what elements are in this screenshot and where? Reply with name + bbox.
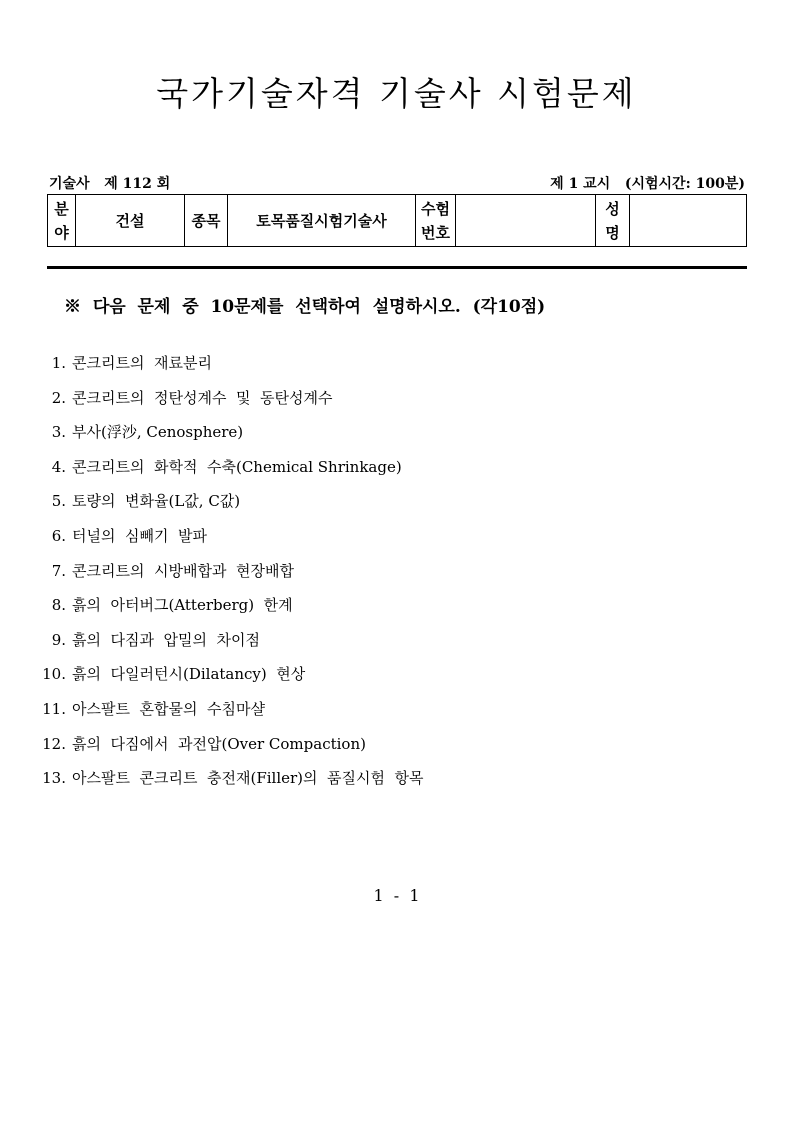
question-text: 흙의 다짐에서 과전압(Over Compaction) [72,734,366,753]
question-text: 아스팔트 콘크리트 충전재(Filler)의 품질시험 항목 [72,769,424,788]
question-number: 13. [42,769,66,788]
question-number: 5. [51,492,66,511]
question-text: 콘크리트의 시방배합과 현장배합 [72,561,294,580]
question-number: 1. [51,354,66,372]
name-field[interactable] [630,195,747,247]
instruction-text: ※ 다음 문제 중 10문제를 선택하여 설명하시오. (각10점) [64,297,546,317]
question-text: 콘크리트의 화학적 수축(Chemical Shrinkage) [72,457,402,476]
question-item [40,594,424,629]
exam-session: 제 1 교시 (시험시간: 100분) [550,176,745,192]
question-number: 6. [51,526,66,545]
question-number: 7. [51,561,66,580]
question-number: 8. [51,596,66,615]
question-number: 10. [42,665,66,684]
question-item [40,629,424,664]
question-text: 흙의 다짐과 압밀의 차이점 [72,630,260,649]
field-label: 분 야 [48,195,76,247]
question-number: 11. [42,699,66,718]
exam-meta-row [49,173,749,193]
question-item [40,387,424,422]
question-number: 3. [51,423,66,442]
question-text: 아스팔트 혼합물의 수침마샬 [72,699,265,718]
question-number: 2. [51,388,66,407]
question-item [40,663,424,698]
category-value: 토목품질시험기술사 [228,195,416,247]
exam-number-label: 수험 번호 [416,195,456,247]
question-item [40,698,424,733]
name-label: 성 명 [596,195,630,247]
question-item [40,525,424,560]
question-item [40,733,424,768]
question-text: 흙의 다일러턴시(Dilatancy) 현상 [72,665,306,684]
question-number: 9. [51,630,66,649]
section-divider [47,266,747,269]
question-text: 흙의 아터버그(Atterberg) 한계 [72,596,293,615]
question-item [40,560,424,595]
question-text: 부사(浮沙, Cenosphere) [72,423,244,442]
exam-round: 기술사 제 112 회 [49,176,171,192]
question-item [40,456,424,491]
question-text: 콘크리트의 정탄성계수 및 동탄성계수 [72,388,333,407]
question-number: 12. [42,734,66,753]
question-text: 콘크리트의 재료분리 [72,354,212,372]
page-number: 1 - 1 [373,886,420,905]
question-item [40,352,424,387]
exam-info-table [47,194,747,247]
question-text: 터널의 심빼기 발파 [72,526,207,545]
exam-number-field[interactable] [456,195,596,247]
page-title: 국가기술자격 기술사 시험문제 [156,74,637,113]
question-text: 토량의 변화율(L값, C값) [72,492,241,511]
category-label: 종목 [185,195,228,247]
field-value: 건설 [76,195,185,247]
question-number: 4. [51,457,66,476]
question-item [40,767,424,802]
question-item [40,490,424,525]
question-item [40,421,424,456]
question-list [40,352,424,802]
